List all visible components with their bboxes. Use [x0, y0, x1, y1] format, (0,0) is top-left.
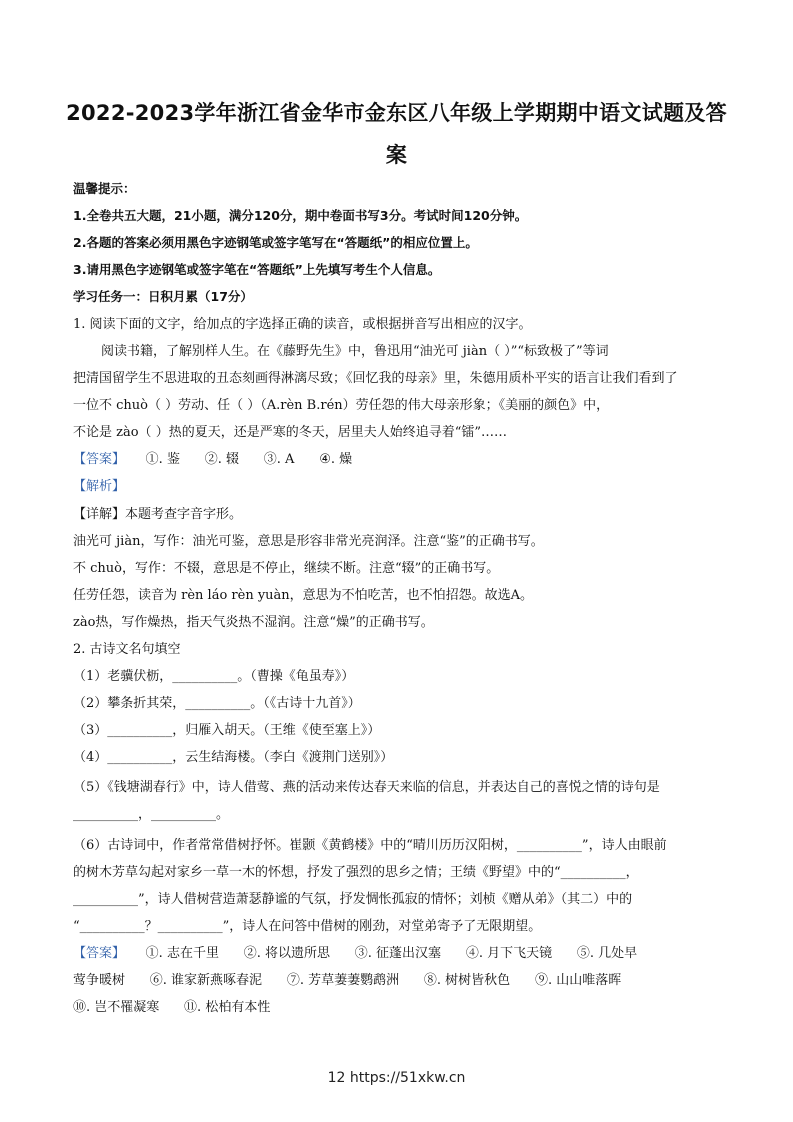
document-title [40, 92, 753, 176]
title-line-1: 2022-2023学年浙江省金华市金东区八年级上学期期中语文试题及答 [66, 101, 727, 125]
q2-line-3: （3）__________，归雁入胡天。（王维《使至塞上》） [73, 723, 381, 738]
q2-line-7: （6）古诗词中，作者常常借树抒怀。崔颢《黄鹤楼》中的“晴川历历汉阳树，__________”，诗人由眼前 [73, 838, 667, 853]
notice-item-1: 1.全卷共五大题，21小题，满分120分，期中卷面书写3分。考试时间120分钟。 [73, 208, 528, 223]
q2-stem: 2. 古诗文名句填空 [73, 642, 181, 657]
q2-line-1: （1）老骥伏枥，__________。（曹操《龟虽寿》） [73, 669, 355, 684]
q2-line-9: __________”，诗人借树营造萧瑟静谧的气氛，抒发惆怅孤寂的情怀；刘桢《赠从弟》（其二）中的 [73, 892, 633, 907]
q2-line-5: （5）《钱塘湖春行》中，诗人借莺、燕的活动来传达春天来临的信息，并表达自己的喜悦之情的诗句是 [73, 780, 660, 795]
q2-answer-row-3: ⑩. 岂不罹凝寒 ⑪. 松柏有本性 [73, 1000, 271, 1015]
q2-answer-row-1 [73, 945, 733, 963]
q2-line-2: （2）攀条折其荣，__________。（《古诗十九首》） [73, 696, 361, 711]
q2-line-10: “__________？__________”，诗人在问答中借树的刚劲，对堂弟寄予了无限期望。 [73, 919, 542, 934]
task-heading: 学习任务一：日积月累（17分） [73, 289, 253, 304]
q1-answer-row [73, 451, 733, 469]
page-footer: 12 https://51xkw.cn [327, 1070, 466, 1086]
q1-detail-4: 任劳任怨，读音为 rèn láo rèn yuàn，意思为不怕吃苦，也不怕招怨。故选A。 [73, 588, 534, 603]
q1-passage-line-3: 一位不 chuò（ ）劳动、任（ ）（A.rèn B.rén）劳任怨的伟大母亲形象；《美丽的颜色》中， [73, 398, 610, 413]
q1-passage-line-4: 不论是 zào（ ）热的夏天，还是严寒的冬天，居里夫人始终追寻着“镭”…… [73, 425, 507, 440]
answer-tag: 【答案】 [73, 452, 126, 467]
notice-item-3: 3.请用黑色字迹钢笔或签字笔在“答题纸”上先填写考生个人信息。 [73, 262, 441, 277]
notice-item-2: 2.各题的答案必须用黑色字迹钢笔或签字笔写在“答题纸”的相应位置上。 [73, 235, 478, 250]
analysis-tag: 【解析】 [73, 479, 126, 494]
q1-detail-3: 不 chuò，写作：不辍，意思是不停止，继续不断。注意“辍”的正确书写。 [73, 561, 500, 576]
q1-passage-line-1: 阅读书籍，了解别样人生。在《藤野先生》中，鲁迅用“油光可 jiàn（ ）”“标致极了”等词 [101, 344, 609, 359]
q1-passage-line-2: 把清国留学生不思进取的丑态刻画得淋漓尽致；《回忆我的母亲》里，朱德用质朴平实的语言让我们看到了 [73, 371, 678, 386]
q1-detail-2: 油光可 jiàn，写作：油光可鉴，意思是形容非常光亮润泽。注意“鉴”的正确书写。 [73, 534, 544, 549]
notice-heading: 温馨提示： [73, 181, 136, 196]
answer-tag: 【答案】 [73, 946, 126, 961]
q2-answer-1: ①. 志在千里 ②. 将以遗所思 ③. 征蓬出汉塞 ④. 月下飞天镜 ⑤. 几处早 [125, 946, 638, 961]
q1-detail-1: 【详解】本题考查字音字形。 [73, 507, 243, 522]
q2-line-4: （4）__________，云生结海楼。（李白《渡荆门送别》） [73, 750, 394, 765]
q2-answer-row-2: 莺争暖树 ⑥. 谁家新燕啄春泥 ⑦. 芳草萋萋鹦鹉洲 ⑧. 树树皆秋色 ⑨. 山山唯落晖 [73, 973, 622, 988]
q1-answer: ①. 鉴 ②. 辍 ③. A ④. 燥 [125, 452, 353, 467]
q1-detail-5: zào热，写作燥热，指天气炎热不湿润。注意“燥”的正确书写。 [73, 615, 434, 630]
q2-line-6: __________，__________。 [73, 807, 230, 822]
q1-stem: 1. 阅读下面的文字，给加点的字选择正确的读音，或根据拼音写出相应的汉字。 [73, 317, 532, 332]
title-line-2: 案 [385, 143, 408, 167]
q2-line-8: 的树木芳草勾起对家乡一草一木的怀想，抒发了强烈的思乡之情；王绩《野望》中的“__________， [73, 865, 639, 880]
